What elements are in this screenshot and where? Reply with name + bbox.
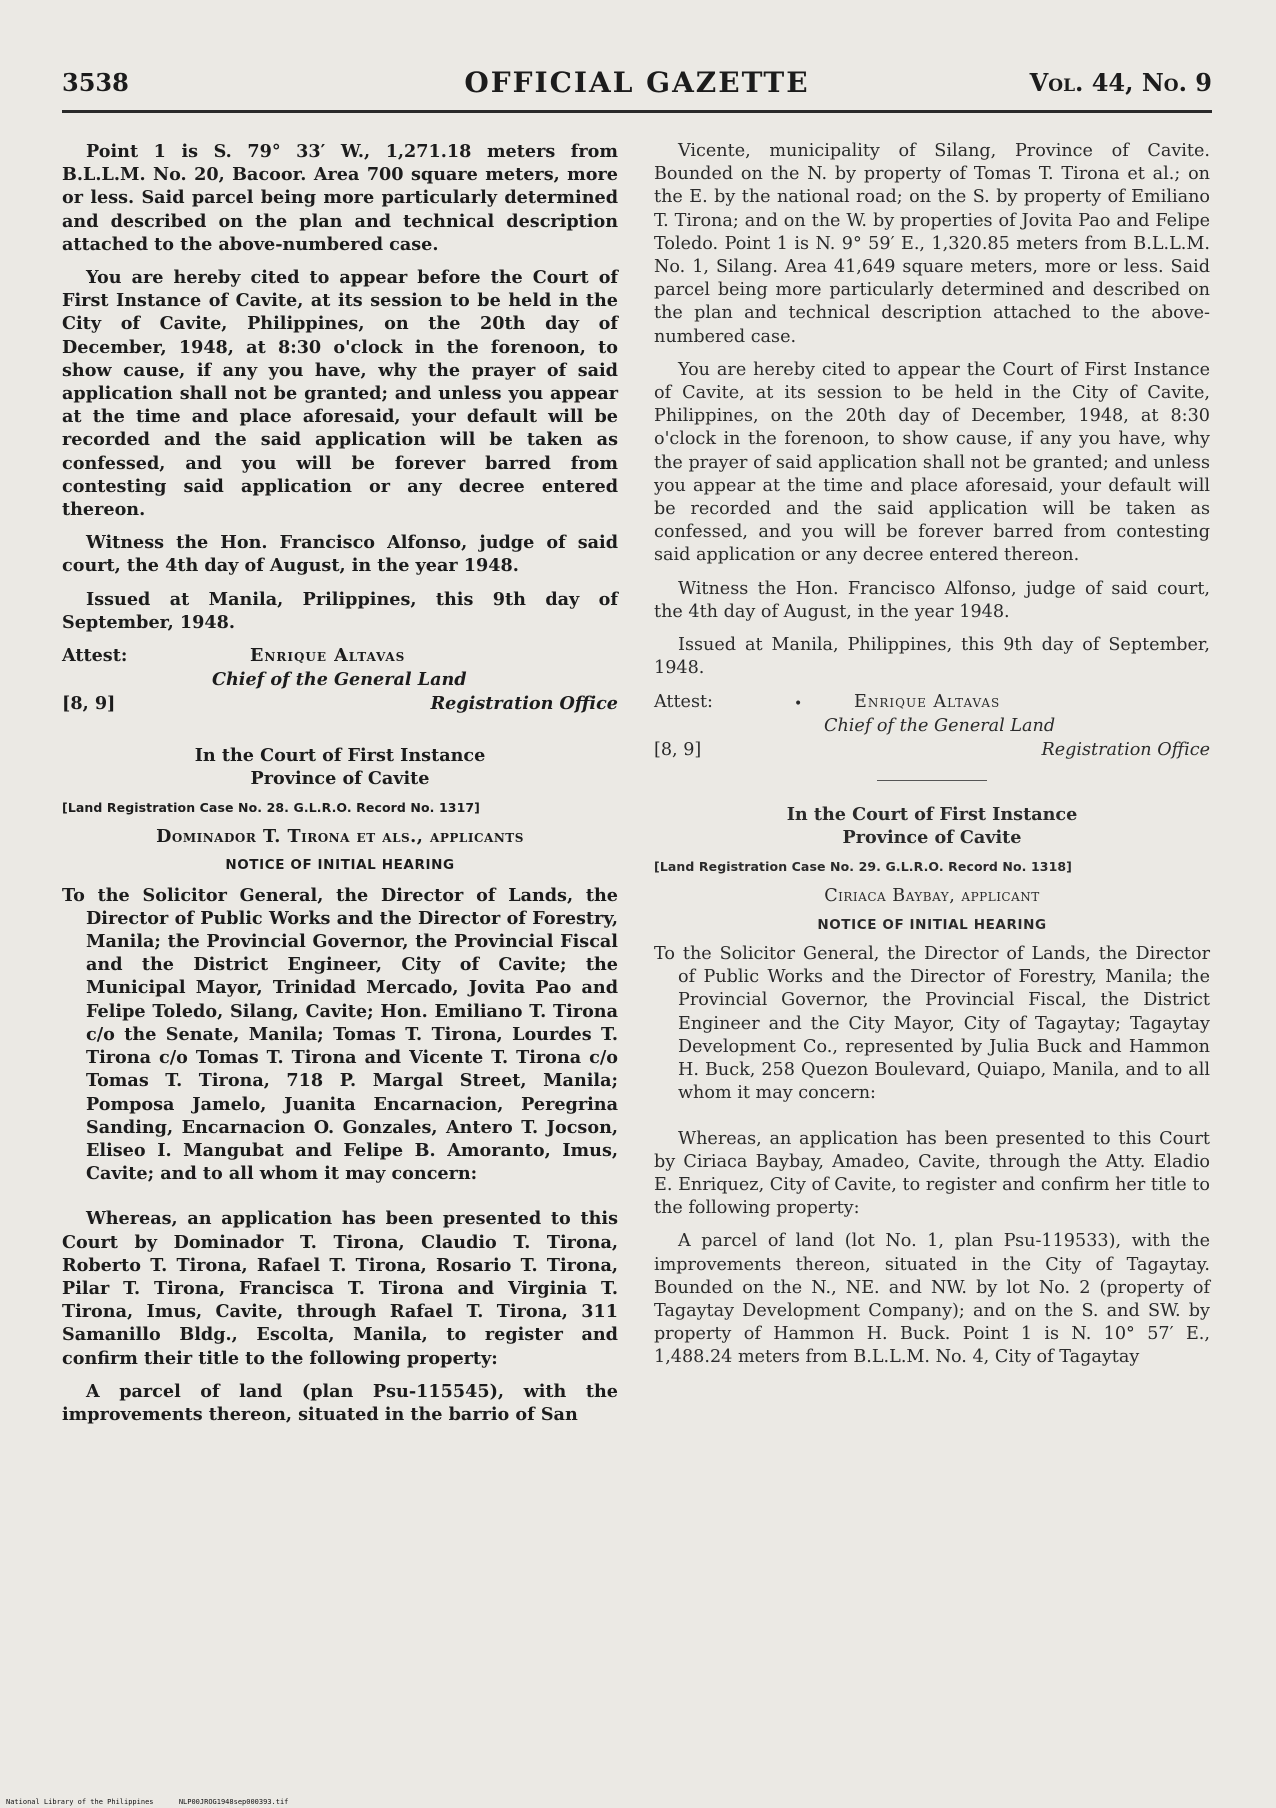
addressees: To the Solicitor General, the Director of Lands, the Director of Public Works and the Director of Forestry, Manila; the Provincial Governor, the Provincial Fiscal, the District Engineer and the City Mayor, City of Tagaytay; Tagaytay Development Co., represented by Julia Buck and Hammon H. Buck, 258 Quezon Boulevard, Quiapo, Manila, and to all whom it may concern:: [654, 944, 1210, 1104]
paragraph: A parcel of land (lot No. 1, plan Psu-119533), with the improvements thereon, situated in the City of Tagaytay. Bounded on the N., NE. and NW. by lot No. 2 (property of Tagaytay Development Company); and on the S. and SW. by property of Hammon H. Buck. Point 1 is N. 10° 57′ E., 1,488.24 meters from B.L.L.M. No. 4, City of Tagaytay: [654, 1231, 1210, 1368]
scan-footer: [6, 1798, 288, 1806]
attest-label: Attest:: [654, 692, 713, 713]
signature-block: [654, 690, 1210, 768]
publication-title: OFFICIAL GAZETTE: [464, 66, 810, 99]
right-column: [654, 140, 1210, 1370]
paragraph: You are hereby cited to appear the Court of First Instance of Cavite, at its session to be held in the City of Cavite, Philippines, on the 20th day of December, 1948, at 8:30 o'clock in the forenoon, to show cause, if any you have, why the prayer of said application shall not be granted; and unless you appear at the time and place aforesaid, your default will be recorded and the said application will be taken as confessed, and you will be forever barred from contesting said application or any decree entered thereon.: [654, 359, 1210, 566]
paragraph: Whereas, an application has been presented to this Court by Dominador T. Tirona, Claudio T. Tirona, Roberto T. Tirona, Rafael T. Tirona, Rosario T. Tirona, Pilar T. Tirona, Francisca T. Tirona and Virginia T. Tirona, Imus, Cavite, through Rafael T. Tirona, 311 Samanillo Bldg., Escolta, Manila, to register and confirm their title to the following property:: [62, 1208, 618, 1369]
court-heading: In the Court of First Instance: [194, 745, 486, 767]
paragraph: You are hereby cited to appear before the Court of First Instance of Cavite, at its session to be held in the City of Cavite, Philippines, on the 20th day of December, 1948, at 8:30 o'clock in the forenoon, to show cause, if any you have, why the prayer of said application shall not be granted; and unless you appear at the time and place aforesaid, your default will be recorded and the said application will be taken as confessed, and you will be forever barred from contesting said application or any decree entered thereon.: [62, 267, 618, 521]
issue-reference: [8, 9]: [62, 693, 116, 715]
signer-title: Chief of the General Land: [212, 669, 467, 691]
court-province: Province of Cavite: [842, 827, 1022, 849]
header-rule: [62, 110, 1212, 113]
paragraph: Point 1 is S. 79° 33′ W., 1,271.18 meters from B.L.L.M. No. 20, Bacoor. Area 700 square meters, more or less. Said parcel being more particularly determined and described on the plan and technical description attached to the above-numbered case.: [62, 141, 618, 255]
applicants-line: Dominador T. Tirona et als., applicants: [156, 826, 524, 848]
ink-dot: •: [794, 696, 803, 713]
court-heading: In the Court of First Instance: [786, 804, 1078, 826]
paragraph: Issued at Manila, Prilippines, this 9th day of September, 1948.: [62, 588, 618, 633]
notice-heading: NOTICE OF INITIAL HEARING: [225, 857, 455, 874]
paragraph: Whereas, an application has been presented to this Court by Ciriaca Baybay, Amadeo, Cavite, through the Atty. Eladio E. Enriquez, City of Cavite, to register and confirm her title to the following property:: [654, 1128, 1210, 1219]
signer-office: Registration Office: [1041, 740, 1210, 761]
court-province: Province of Cavite: [250, 768, 430, 790]
case-line: [Land Registration Case No. 29. G.L.R.O. Record No. 1318]: [654, 859, 1072, 875]
attest-label: Attest:: [62, 645, 128, 667]
notice-heading: NOTICE OF INITIAL HEARING: [817, 916, 1047, 933]
signer-title: Chief of the General Land: [824, 716, 1056, 737]
signer-name: Enrique Altavas: [854, 692, 1001, 713]
signer-office: Registration Office: [430, 693, 618, 715]
case-line: [Land Registration Case No. 28. G.L.R.O. Record No. 1317]: [62, 800, 480, 816]
page-number: 3538: [62, 68, 129, 97]
page-header: [62, 68, 1212, 108]
applicant-line: Ciriaca Baybay, applicant: [824, 885, 1040, 906]
paragraph: Vicente, municipality of Silang, Province of Cavite. Bounded on the N. by property of Tomas T. Tirona et al.; on the E. by the national road; on the S. by property of Emiliano T. Tirona; and on the W. by properties of Jovita Pao and Felipe Toledo. Point 1 is N. 9° 59′ E., 1,320.85 meters from B.L.L.M. No. 1, Silang. Area 41,649 square meters, more or less. Said parcel being more particularly determined and described on the plan and technical description attached to the above-numbered case.: [654, 141, 1210, 347]
footer-file: NLP00JROG1948sep000393.tif: [178, 1798, 289, 1806]
paragraph: Witness the Hon. Francisco Alfonso, judge of said court, the 4th day of August, in the year 1948.: [654, 578, 1210, 622]
paragraph: Witness the Hon. Francisco Alfonso, judge of said court, the 4th day of August, in the year 1948.: [62, 532, 618, 577]
signer-name: Enrique Altavas: [250, 645, 406, 667]
volume-number: Vol. 44, No. 9: [1029, 68, 1212, 97]
issue-reference: [8, 9]: [654, 740, 702, 761]
addressees: To the Solicitor General, the Director of Lands, the Director of Public Works and the Director of Forestry, Manila; the Provincial Governor, the Provincial Fiscal and the District Engineer, City of Cavite; the Municipal Mayor, Trinidad Mercado, Jovita Pao and Felipe Toledo, Silang, Cavite; Hon. Emiliano T. Tirona c/o the Senate, Manila; Tomas T. Tirona, Lourdes T. Tirona c/o Tomas T. Tirona and Vicente T. Tirona c/o Tomas T. Tirona, 718 P. Margal Street, Manila; Pomposa Jamelo, Juanita Encarnacion, Peregrina Sanding, Encarnacion O. Gonzales, Antero T. Jocson, Eliseo I. Mangubat and Felipe B. Amoranto, Imus, Cavite; and to all whom it may concern:: [62, 884, 618, 1185]
signature-block: [62, 644, 618, 722]
footer-source: National Library of the Philippines: [6, 1798, 154, 1806]
left-column: [62, 140, 618, 1426]
paragraph: Issued at Manila, Philippines, this 9th day of September, 1948.: [654, 635, 1210, 679]
paragraph: A parcel of land (plan Psu-115545), with the improvements thereon, situated in the barrio of San: [62, 1380, 618, 1425]
